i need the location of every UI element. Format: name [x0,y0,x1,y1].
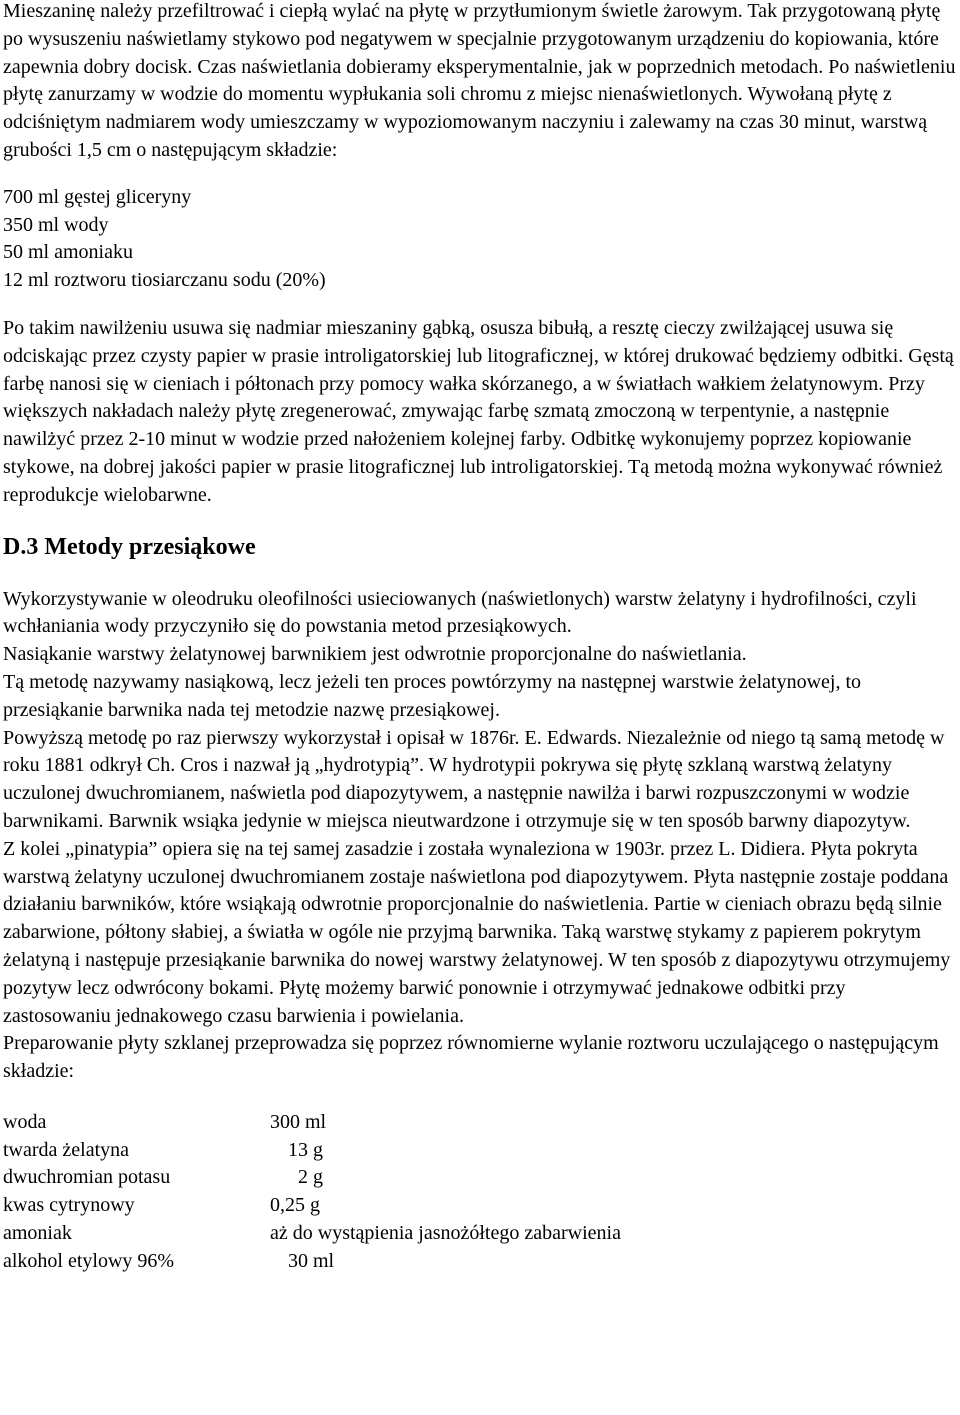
list-item: 350 ml wody [3,213,109,236]
ingredient-name: amoniak [3,1222,72,1245]
section-line: Nasiąkanie warstwy żelatynowej barwnikiem jest odwrotnie proporcjonalne do naświetlania. [3,643,747,666]
ingredient-quantity: 2 g [298,1166,323,1189]
table-row [3,1248,621,1276]
ingredient-quantity: 0,25 g [270,1194,320,1217]
ingredient-quantity: 13 g [288,1138,323,1161]
glycerin-mixture-list [3,184,958,295]
table-row [3,1192,621,1220]
ink-application-paragraph: Po takim nawilżeniu usuwa się nadmiar mieszaniny gąbką, osusza bibułą, a resztę cieczy zwilżającej usuwa się odciskając przez czysty papier w prasie introligatorskiej lub litograficznej, w której drukować będziemy odbitki. Gęstą farbę nanosi się w cieniach i półtonach przy pomocy wałka skórzanego, a w światłach wałkiem żelatynowym. Przy większych nakładach należy płytę zregenerować, zmywając farbę szmatą zmoczoną w terpentynie, a następnie nawilżyć przez 2-10 minut w wodzie przed nałożeniem kolejnej farby. Odbitkę wykonujemy poprzez kopiowanie stykowe, na dobrej jakości papier w prasie litograficznej lub introligatorskiej. Tą metodą można wykonywać również reprodukcje wielobarwne. [3,316,954,506]
table-row [3,1164,621,1192]
table-row [3,1220,621,1248]
section-line: Tą metodę nazywamy nasiąkową, lecz jeżeli ten proces powtórzymy na następnej warstwie żelatynowej, to przesiąkanie barwnika nada tej metodzie nazwę przesiąkowej. [3,670,861,721]
section-line: Preparowanie płyty szklanej przeprowadza się poprzez równomierne wylanie roztworu uczulającego o następującym składzie: [3,1032,939,1083]
table-row [3,1137,621,1165]
ingredient-quantity: 300 ml [270,1110,327,1133]
ingredient-name: twarda żelatyna [3,1138,130,1161]
ingredient-name: woda [3,1110,47,1133]
ingredient-name: dwuchromian potasu [3,1166,171,1189]
list-item: 12 ml roztworu tiosiarczanu sodu (20%) [3,269,326,292]
section-line: Z kolei „pinatypia” opiera się na tej samej zasadzie i została wynaleziona w 1903r. przez L. Didiera. Płyta pokryta warstwą żelatyny uczulonej dwuchromianem zostaje naświetlona pod diapozytywem. Płyta następnie zostaje poddana działaniu barwników, które wsiąkają odwrotnie proporcjonalnie do naświetlenia. Partie w cieniach obrazu będą silnie zabarwione, półtony słabiej, a światła w ogóle nie przyjmą barwnika. Taką warstwę stykamy z papierem pokrytym żelatyną i następuje przesiąkanie barwnika do nowej warstwy żelatynowej. W ten sposób z diapozytywu otrzymujemy pozytyw lecz odwrócony bokami. Płytę możemy barwić ponownie i otrzymywać jednakowe odbitki przy zastosowaniu jednakowego czasu barwienia i powielania. [3,837,951,1027]
intro-paragraph: Mieszaninę należy przefiltrować i ciepłą wylać na płytę w przytłumionym świetle żarowym. Tak przygotowaną płytę po wysuszeniu naświetlamy stykowo pod negatywem w specjalnie przygotowanym urządzeniu do kopiowania, które zapewnia dobry docisk. Czas naświetlania dobieramy eksperymentalnie, jak w poprzednich metodach. Po naświetleniu płytę zanurzamy w wodzie do momentu wypłukania soli chromu z miejsc nienaświetlonych. Wywołaną płytę z odciśniętym nadmiarem wody umieszczamy w wypoziomowanym naczyniu i zalewamy na czas 30 minut, warstwą grubości 1,5 cm o następującym składzie: [3,0,956,161]
table-row [3,1109,621,1137]
ingredient-quantity: 30 ml [288,1249,335,1272]
sensitizer-recipe-table [3,1109,621,1276]
list-item: 50 ml amoniaku [3,241,133,264]
ingredient-name: kwas cytrynowy [3,1194,135,1217]
section-line: Wykorzystywanie w oleodruku oleofilności usieciowanych (naświetlonych) warstw żelatyny i hydrofilności, czyli wchłaniania wody przyczyniło się do powstania metod przesiąkowych. [3,587,917,638]
ingredient-quantity: aż do wystąpienia jasnożółtego zabarwienia [270,1222,621,1245]
section-heading: D.3 Metody przesiąkowe [3,533,256,560]
ingredient-name: alkohol etylowy 96% [3,1249,175,1272]
list-item: 700 ml gęstej gliceryny [3,185,192,208]
section-line: Powyższą metodę po raz pierwszy wykorzystał i opisał w 1876r. E. Edwards. Niezależnie od niego tą samą metodę w roku 1881 odkrył Ch. Cros i nazwał ją „hydrotypią”. W hydrotypii pokrywa się płytę szklaną warstwą żelatyny uczulonej dwuchromianem, naświetla pod diapozytywem, a następnie nawilża i barwi rozpuszczonymi w wodzie barwnikami. Barwnik wsiąka jedynie w miejsca nieutwardzone i otrzymuje się w ten sposób barwny diapozytyw. [3,726,945,832]
